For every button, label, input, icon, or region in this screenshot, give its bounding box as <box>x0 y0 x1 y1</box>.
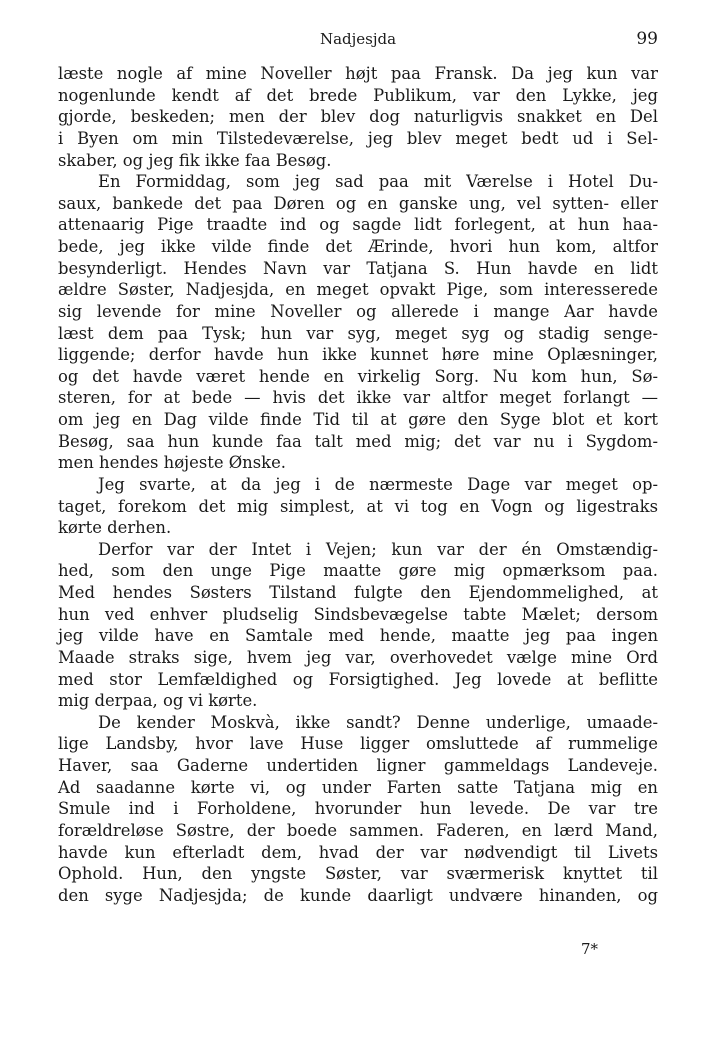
running-title: Nadjesjda <box>319 30 397 48</box>
text-line: sig levende for mine Noveller og allerede i mange Aar havde <box>58 301 658 321</box>
text-line: nogenlunde kendt af det brede Publikum, var den Lykke, jeg <box>58 85 658 105</box>
text-line: Smule ind i Forholdene, hvorunder hun levede. De var tre <box>58 799 658 819</box>
text-line: læst dem paa Tysk; hun var syg, meget syg og stadig senge- <box>58 323 658 343</box>
text-line: Ad saadanne kørte vi, og under Farten satte Tatjana mig en <box>58 777 658 797</box>
text-line: Derfor var der Intet i Vejen; kun var der én Omstændig- <box>98 539 658 559</box>
text-line: taget, forekom det mig simplest, at vi tog en Vogn og ligestraks <box>58 496 658 516</box>
text-line: hun ved enhver pludselig Sindsbevægelse tabte Mælet; dersom <box>58 604 658 624</box>
text-line: gjorde, beskeden; men der blev dog naturligvis snakket en Del <box>58 107 658 127</box>
text-line: En Formiddag, som jeg sad paa mit Værelse i Hotel Du- <box>98 172 658 192</box>
text-line: men hendes højeste Ønske. <box>58 453 286 473</box>
text-line: Besøg, saa hun kunde faa talt med mig; det var nu i Sygdom- <box>58 431 658 451</box>
book-page <box>58 0 658 1037</box>
text-line: læste nogle af mine Noveller højt paa Fransk. Da jeg kun var <box>58 64 658 83</box>
text-line: Jeg svarte, at da jeg i de nærmeste Dage var meget op- <box>98 474 658 494</box>
text-line: Ophold. Hun, den yngste Søster, var sværmerisk knyttet til <box>58 864 658 884</box>
text-line: besynderligt. Hendes Navn var Tatjana S. Hun havde en lidt <box>58 258 658 278</box>
page-number: 99 <box>636 29 658 49</box>
text-line: Med hendes Søsters Tilstand fulgte den Ejendommelighed, at <box>58 583 658 602</box>
text-line: saux, bankede det paa Døren og en ganske ung, vel sytten- eller <box>58 193 658 213</box>
text-line: lige Landsby, hvor lave Huse ligger omsluttede af rummelige <box>58 734 658 754</box>
text-line: steren, for at bede — hvis det ikke var altfor meget forlangt — <box>58 388 658 408</box>
text-line: jeg vilde have en Samtale med hende, maatte jeg paa ingen <box>58 626 658 646</box>
text-line: forældreløse Søstre, der boede sammen. Faderen, en lærd Mand, <box>58 820 658 840</box>
text-line: havde kun efterladt dem, hvad der var nødvendigt til Livets <box>58 842 658 862</box>
text-line: og det havde været hende en virkelig Sorg. Nu kom hun, Sø- <box>58 366 658 386</box>
text-line: med stor Lemfældighed og Forsigtighed. Jeg lovede at beflitte <box>58 669 658 689</box>
body-text <box>58 63 658 906</box>
text-line: skaber, og jeg fik ikke faa Besøg. <box>58 150 332 170</box>
text-line: mig derpaa, og vi kørte. <box>58 691 258 711</box>
text-line: De kender Moskvà, ikke sandt? Denne underlige, umaade- <box>98 712 658 732</box>
text-line: ældre Søster, Nadjesjda, en meget opvakt Pige, som interesserede <box>58 280 658 300</box>
text-line: attenaarig Pige traadte ind og sagde lidt forlegent, at hun haa- <box>58 215 658 235</box>
text-line: bede, jeg ikke vilde finde det Ærinde, hvori hun kom, altfor <box>58 237 658 256</box>
text-line: Haver, saa Gaderne undertiden ligner gammeldags Landeveje. <box>58 756 658 775</box>
running-head <box>58 28 658 50</box>
text-line: hed, som den unge Pige maatte gøre mig opmærksom paa. <box>58 561 658 581</box>
text-line: om jeg en Dag vilde finde Tid til at gøre den Syge blot et kort <box>58 410 658 429</box>
text-line: Maade straks sige, hvem jeg var, overhovedet vælge mine Ord <box>58 647 658 667</box>
text-line: liggende; derfor havde hun ikke kunnet høre mine Oplæsninger, <box>58 345 658 365</box>
text-line: i Byen om min Tilstedeværelse, jeg blev meget bedt ud i Sel- <box>58 128 658 148</box>
signature-mark: 7* <box>580 940 598 958</box>
text-line: den syge Nadjesjda; de kunde daarligt undvære hinanden, og <box>58 885 658 905</box>
text-line: kørte derhen. <box>58 518 172 538</box>
